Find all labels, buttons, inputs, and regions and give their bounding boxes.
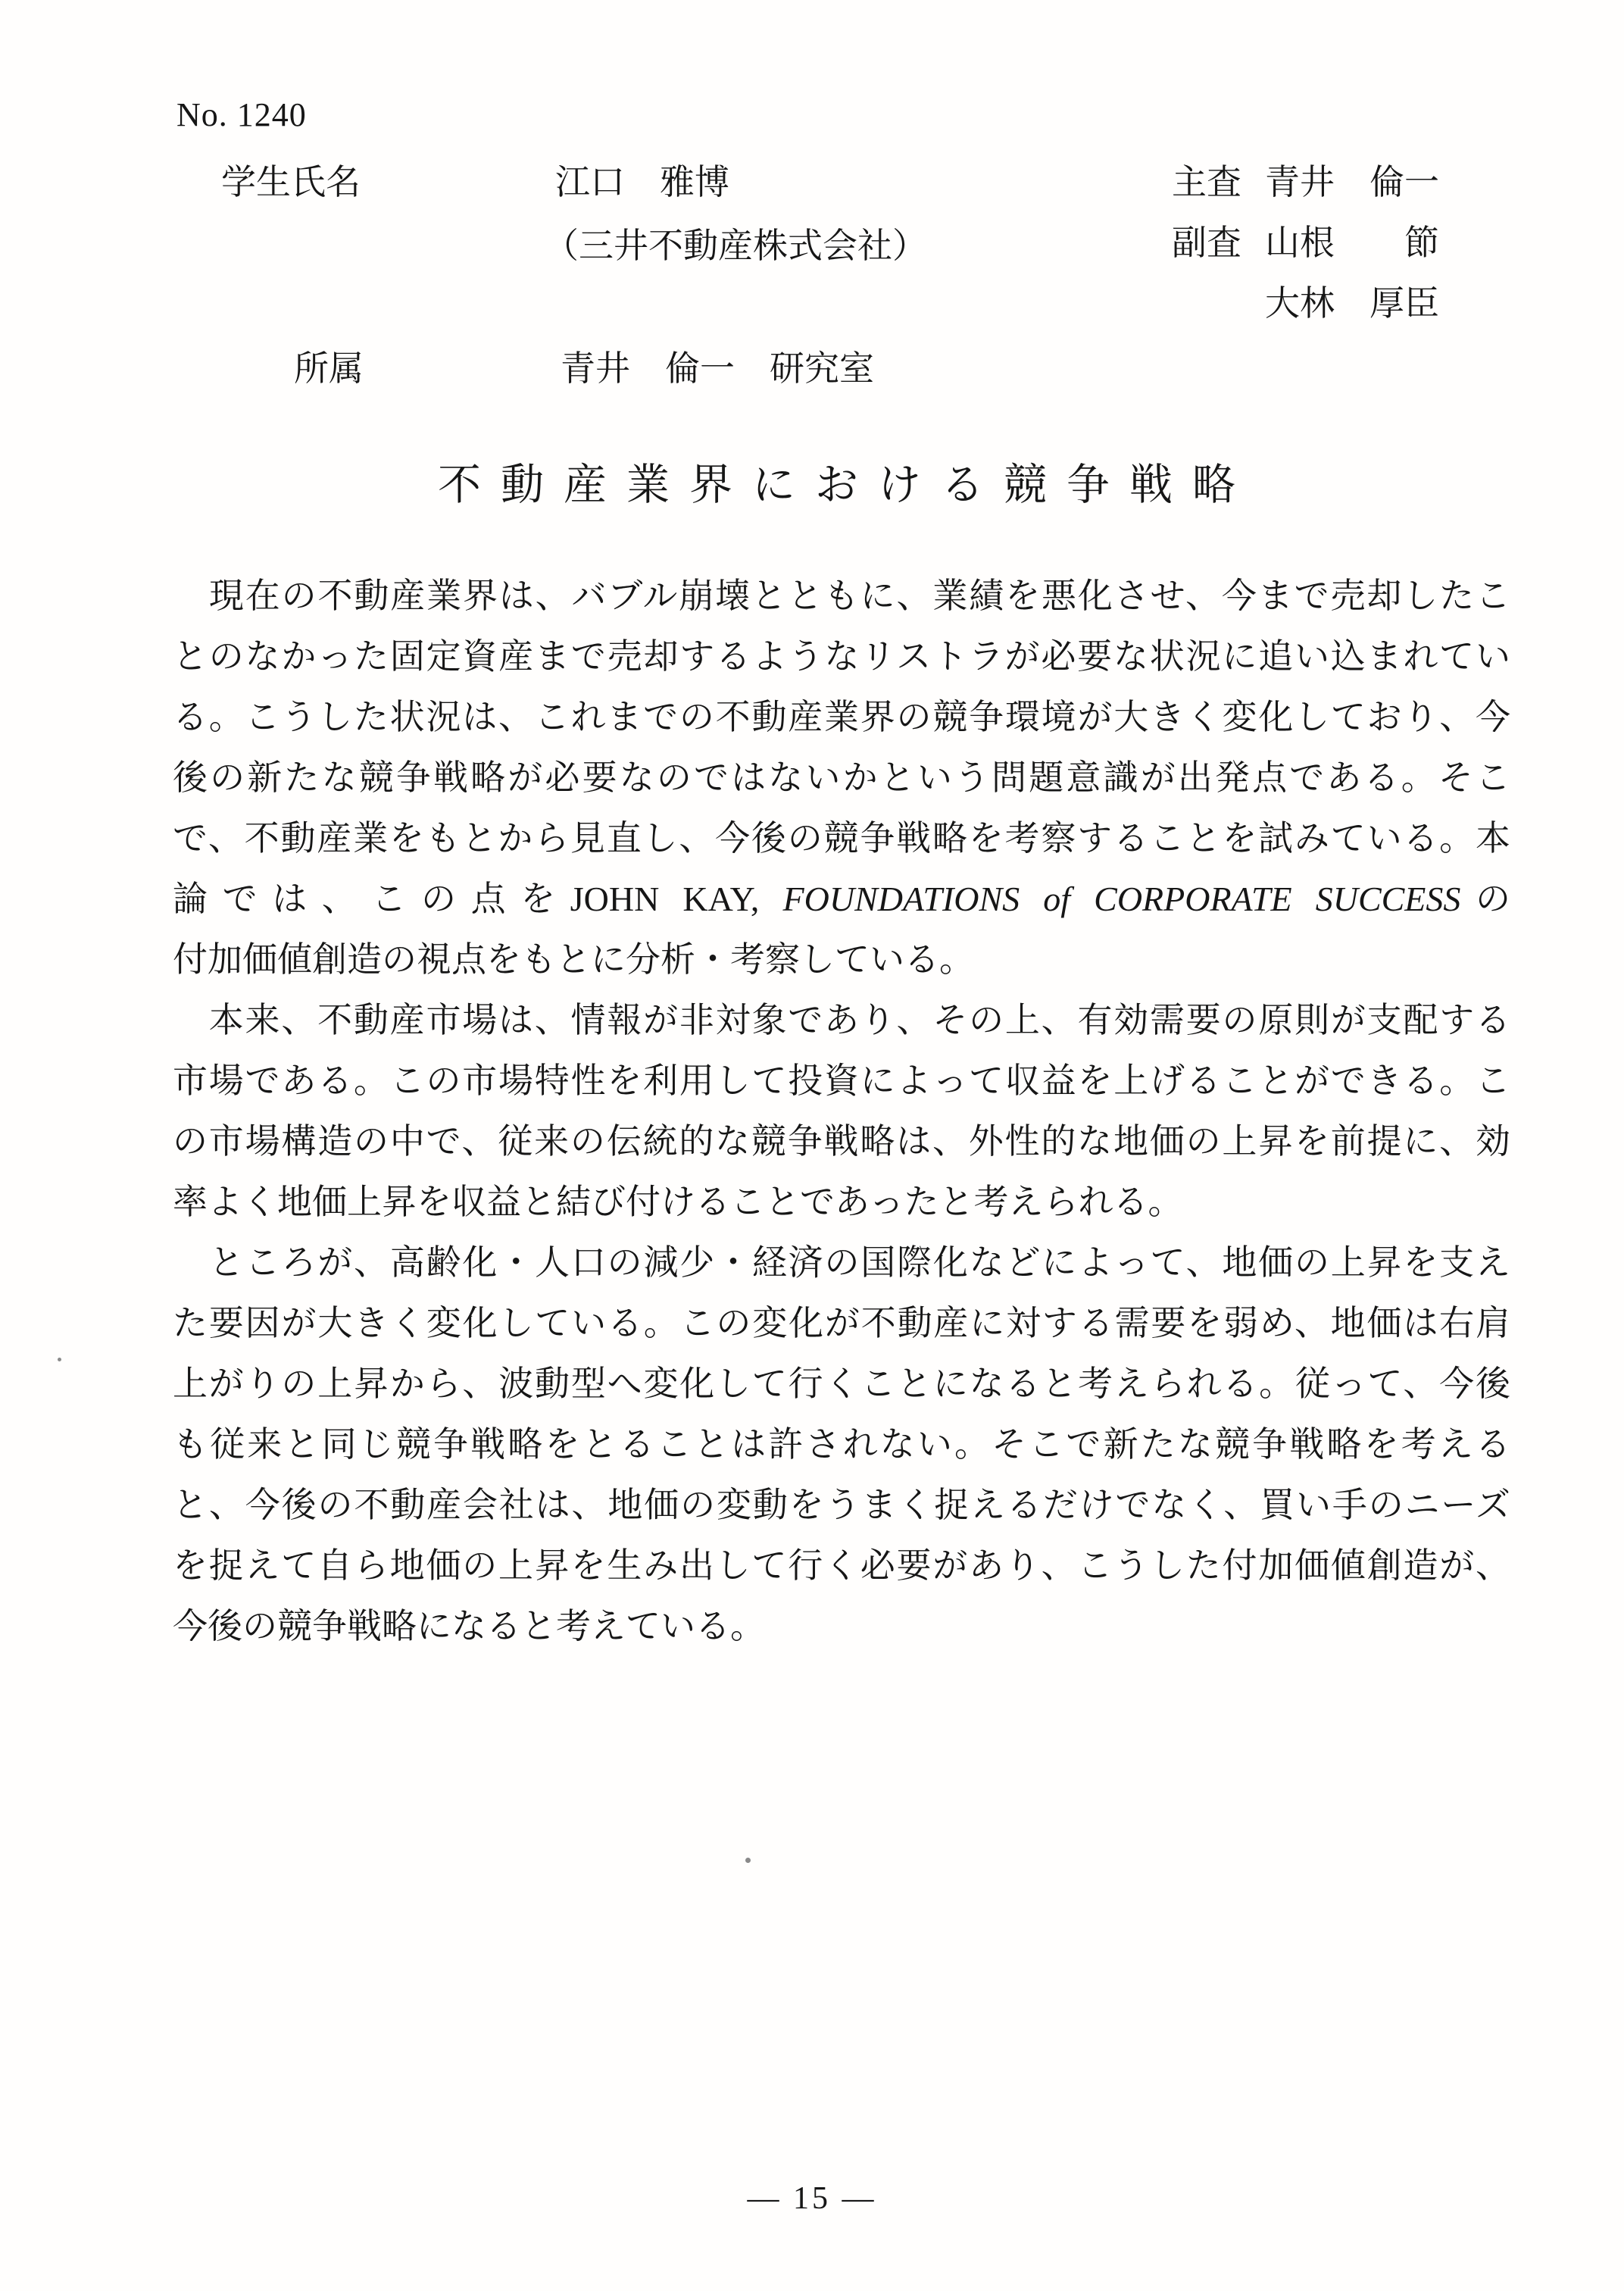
text-line: 今後の競争戦略になると考えている。: [173, 1607, 765, 1646]
affiliation-label: 所属: [294, 349, 364, 388]
line-prefix: 論では、この点を: [173, 880, 570, 918]
deputy-examiner-name: 山根 節: [1265, 223, 1439, 262]
text-line: ところが、高齢化・人口の減少・経済の国際化などによって、地価の上昇を支え: [173, 1243, 1510, 1282]
affiliation-value: 青井 倫一 研究室: [561, 349, 874, 388]
text-line: 市場である。この市場特性を利用して投資によって収益を上げることができる。こ: [173, 1061, 1510, 1100]
text-line: の市場構造の中で、従来の伝統的な競争戦略は、外性的な地価の上昇を前提に、効: [173, 1122, 1510, 1161]
scan-speck: [58, 1358, 61, 1361]
text-line: も従来と同じ競争戦略をとることは許されない。そこで新たな競争戦略を考える: [173, 1425, 1510, 1464]
text-line: を捉えて自ら地価の上昇を生み出して行く必要があり、こうした付加価値創造が、: [173, 1546, 1510, 1585]
chief-examiner-name: 青井 倫一: [1265, 163, 1439, 202]
text-line: 本来、不動産市場は、情報が非対象であり、その上、有効需要の原則が支配する: [173, 1001, 1510, 1039]
deputy-examiner-row: [1172, 215, 1439, 276]
book-authors: JOHN KAY,: [570, 880, 783, 918]
chief-examiner-label: 主査: [1172, 163, 1241, 202]
text-line: 付加価値創造の視点をもとに分析・考察している。: [173, 940, 974, 979]
text-line: と、今後の不動産会社は、地価の変動をうまく捉えるだけでなく、買い手のニーズ: [173, 1486, 1510, 1524]
student-company: （三井不動産株式会社）: [544, 227, 927, 265]
examiners-block: [1172, 155, 1439, 336]
abstract-body: [173, 566, 1510, 1657]
student-name-label: 学生氏名: [221, 163, 361, 202]
document-number: No. 1240: [176, 96, 307, 133]
text-line: 現在の不動産業界は、バブル崩壊とともに、業績を悪化させ、今まで売却したこ: [173, 577, 1510, 615]
line-suffix: の: [1460, 880, 1511, 918]
student-name-value: 江口 雅博: [555, 163, 729, 202]
text-line: とのなかった固定資産まで売却するようなリストラが必要な状況に追い込まれてい: [173, 637, 1510, 676]
text-line: る。こうした状況は、これまでの不動産業界の競争環境が大きく変化しており、今: [173, 698, 1511, 736]
thesis-title: 不動産業界における競争戦略: [438, 461, 1255, 509]
text-line: 上がりの上昇から、波動型へ変化して行くことになると考えられる。従って、今後: [173, 1364, 1510, 1403]
chief-examiner-row: [1172, 155, 1439, 215]
text-line: で、不動産業をもとから見直し、今後の競争戦略を考察することを試みている。本: [173, 819, 1510, 858]
deputy-examiner-label: 副査: [1172, 223, 1241, 262]
second-deputy-examiner-name: 大林 厚臣: [1265, 284, 1439, 323]
footer-page-number: — 15 —: [747, 2181, 877, 2216]
text-line: 率よく地価上昇を収益と結び付けることであったと考えられる。: [173, 1183, 1183, 1221]
text-line-with-book-title: [173, 869, 1510, 930]
second-deputy-examiner-row: [1172, 276, 1439, 336]
book-title: FOUNDATIONS of CORPORATE SUCCESS: [782, 880, 1461, 918]
text-line: た要因が大きく変化している。この変化が不動産に対する需要を弱め、地価は右肩: [173, 1304, 1510, 1342]
text-line: 後の新たな競争戦略が必要なのではないかという問題意識が出発点である。そこ: [173, 758, 1510, 797]
scan-speck: [745, 1858, 751, 1863]
